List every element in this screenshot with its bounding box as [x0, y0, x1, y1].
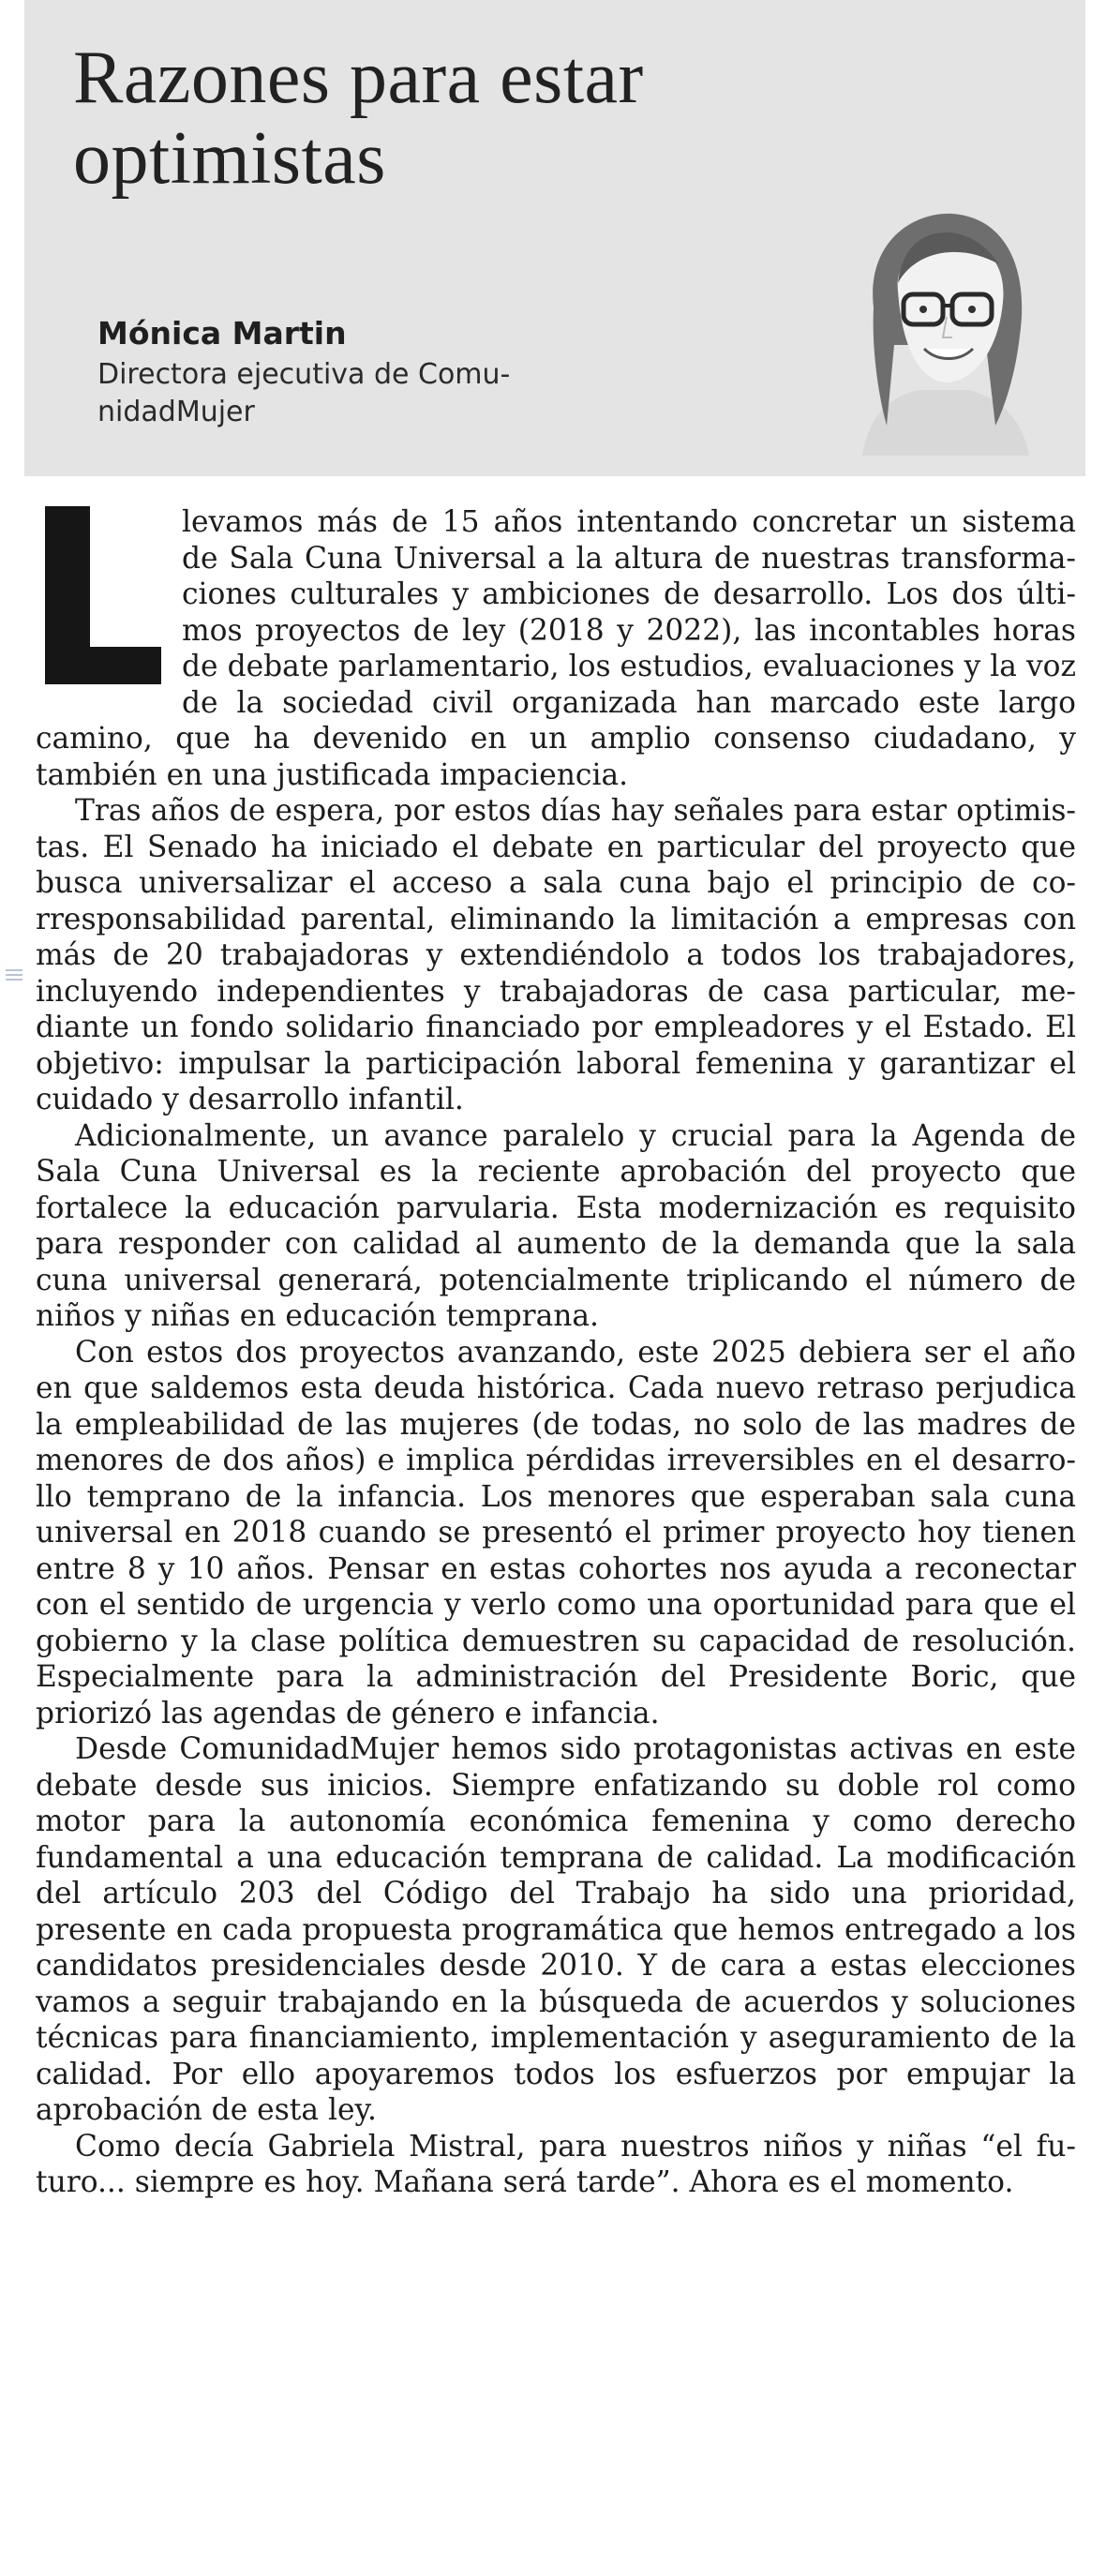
- paragraph-1: [36, 504, 1076, 793]
- author-name: Mónica Martin: [97, 315, 347, 352]
- drop-cap: [36, 506, 165, 686]
- paragraph-6: Como decía Gabriela Mistral, para nuestros niños y niñas “el futuro... siempre es hoy. Mañana será tarde”. Ahora es el momento.: [36, 2129, 1076, 2199]
- author-role: Directora ejecutiva de ComunidadMujer: [97, 358, 511, 428]
- article-body: [36, 504, 1076, 2557]
- headline: Razones para estar optimistas: [73, 37, 644, 200]
- paragraph-2: Tras años de espera, por estos días hay señales para estar optimistas. El Senado ha iniciado el debate en particular del proyecto que busca universalizar el acceso a sala cuna bajo el principio de corresponsabilidad parental, eliminando la limitación a empresas con más de 20 trabajadoras y extendiéndolo a todos los trabajadores, incluyendo independientes y trabajadoras de casa particular, mediante un fondo solidario financiado por empleadores y el Estado. El objetivo: impulsar la participación laboral femenina y garantizar el cuidado y desarrollo infantil.: [36, 794, 1076, 1116]
- author-portrait: [829, 204, 1057, 456]
- paragraph-3: Adicionalmente, un avance paralelo y crucial para la Agenda de Sala Cuna Universal es la reciente aprobación del proyecto que fortalece la educación parvularia. Esta modernización es requisito para responder con calidad al aumento de la demanda que la sala cuna universal generará, potencialmente triplicando el número de niños y niñas en educación temprana.: [36, 1118, 1076, 1333]
- paragraph-4: Con estos dos proyectos avanzando, este 2025 debiera ser el año en que saldemos esta deuda histórica. Cada nuevo retraso perjudica la empleabilidad de las mujeres (de todas, no solo de las madres de menores de dos años) e implica pérdidas irreversibles en el desarrollo temprano de la infancia. Los menores que esperaban sala cuna universal en 2018 cuando se presentó el primer proyecto hoy tienen entre 8 y 10 años. Pensar en estas cohortes nos ayuda a reconectar con el sentido de urgencia y verlo como una oportunidad para que el gobierno y la clase política demuestren su capacidad de resolución. Especialmente para la administración del Presidente Boric, que priorizó las agendas de género e infancia.: [36, 1335, 1076, 1730]
- margin-marker-icon: [4, 966, 24, 983]
- paragraph-5: Desde ComunidadMujer hemos sido protagonistas activas en este debate desde sus inicios. Siempre enfatizando su doble rol como motor para la autonomía económica femenina y como derecho fundamental a una educación temprana de calidad. La modificación del artículo 203 del Código del Trabajo ha sido una prioridad, presente en cada propuesta programática que hemos entregado a los candidatos presidenciales desde 2010. Y de cara a estas elecciones vamos a seguir trabajando en la búsqueda de acuerdos y soluciones técnicas para financiamiento, implementación y aseguramiento de la calidad. Por ello apoyaremos todos los esfuerzos por empujar la aprobación de esta ley.: [36, 1732, 1076, 2127]
- paragraph-1-text: levamos más de 15 años intentando concretar un sistema de Sala Cuna Universal a la altura de nuestras transformaciones culturales y ambiciones de desarrollo. Los dos últimos proyectos de ley (2018 y 2022), las incontables horas de debate parlamentario, los estudios, evaluaciones y la voz de la sociedad civil organizada han marcado este largo camino, que ha devenido en un amplio consenso ciudadano, y también en una justificada impaciencia.: [36, 505, 1076, 792]
